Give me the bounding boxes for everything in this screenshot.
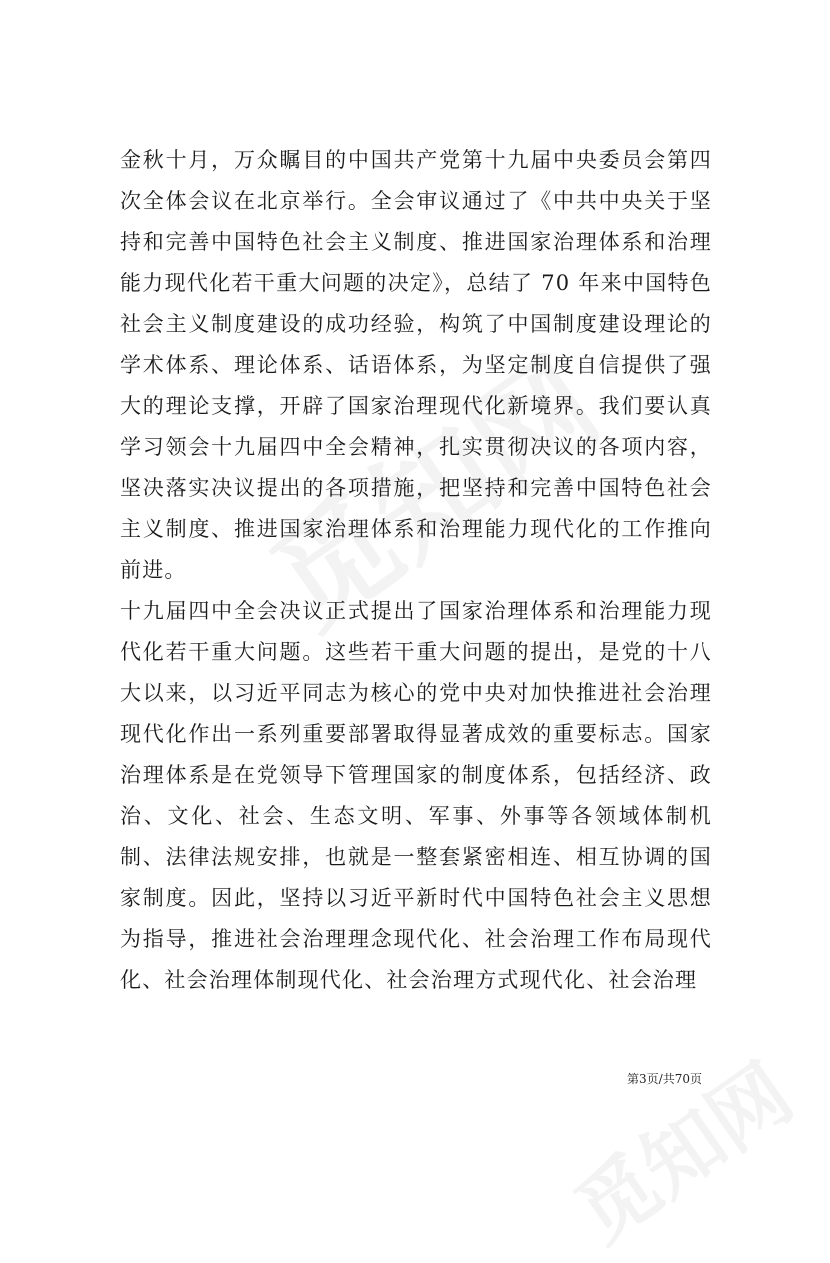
body-text xyxy=(120,140,712,1001)
paragraph-1: 金秋十月，万众瞩目的中国共产党第十九届中央委员会第四次全体会议在北京举行。全会审议通过了《中共中央关于坚持和完善中国特色社会主义制度、推进国家治理体系和治理能力现代化若干重大问题的决定》，总结了 70 年来中国特色社会主义制度建设的成功经验，构筑了中国制度建设理论的学术体系、理论体系、话语体系，为坚定制度自信提供了强大的理论支撑，开辟了国家治理现代化新境界。我们要认真学习领会十九届四中全会精神，扎实贯彻决议的各项内容，坚决落实决议提出的各项措施，把坚持和完善中国特色社会主义制度、推进国家治理体系和治理能力现代化的工作推向前进。 xyxy=(120,148,712,582)
watermark-bottom xyxy=(549,1032,812,1263)
paragraph-2: 十九届四中全会决议正式提出了国家治理体系和治理能力现代化若干重大问题。这些若干重大问题的提出，是党的十八大以来，以习近平同志为核心的党中央对加快推进社会治理现代化作出一系列重要部署取得显著成效的重要标志。国家治理体系是在党领导下管理国家的制度体系，包括经济、政治、文化、社会、生态文明、军事、外事等各领域体制机制、法律法规安排，也就是一整套紧密相连、相互协调的国家制度。因此，坚持以习近平新时代中国特色社会主义思想为指导，推进社会治理理念现代化、社会治理工作布局现代化、社会治理体制现代化、社会治理方式现代化、社会治理 xyxy=(120,599,712,992)
page-number: 第3页/共70页 xyxy=(627,1072,702,1086)
